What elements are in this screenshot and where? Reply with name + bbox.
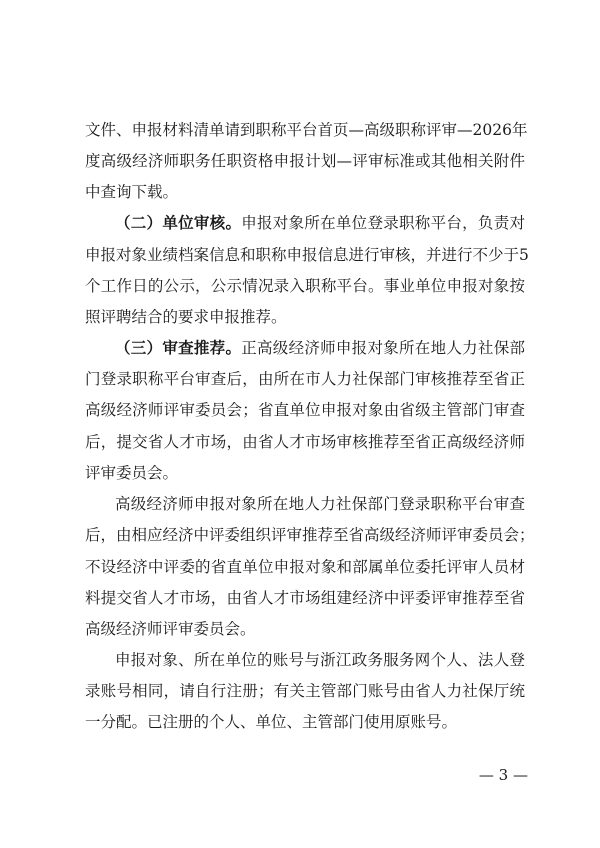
text-line: 高级经济师评审委员会。 (85, 620, 256, 638)
text-line: 后，提交省人才市场，由省人才市场审核推荐至省正高级经济师 (85, 433, 525, 451)
text-line: 一分配。已注册的个人、单位、主管部门使用原账号。 (85, 713, 458, 731)
paragraph-first-line (115, 338, 525, 360)
text-line: 高级经济师评审委员会；省直单位申报对象由省级主管部门审查 (85, 401, 525, 419)
text-span: 正高级经济师申报对象所在地人力社保部 (241, 339, 525, 357)
text-line: 文件、申报材料清单请到职称平台首页—高级职称评审—2026年 (85, 121, 528, 139)
section-heading: （三）审查推荐。 (115, 338, 242, 357)
text-line: 中查询下载。 (85, 183, 179, 201)
text-line: 不设经济中评委的省直单位申报对象和部属单位委托评审人员材 (85, 558, 525, 576)
text-span: 申报对象所在单位登录职称平台，负责对 (241, 214, 525, 232)
paragraph-first-line: 高级经济师申报对象所在地人力社保部门登录职称平台审查 (115, 495, 525, 513)
section-heading: （二）单位审核。 (115, 213, 242, 232)
text-line: 评审委员会。 (85, 464, 179, 482)
text-line: 料提交省人才市场，由省人才市场组建经济中评委评审推荐至省 (85, 589, 525, 607)
text-line: 度高级经济师职务任职资格申报计划—评审标准或其他相关附件 (85, 152, 525, 170)
text-line: 个工作日的公示，公示情况录入职称平台。事业单位申报对象按 (85, 277, 525, 295)
paragraph-first-line: 申报对象、所在单位的账号与浙江政务服务网个人、法人登 (115, 651, 525, 669)
text-line: 录账号相同，请自行注册；有关主管部门账号由省人力社保厅统 (85, 682, 525, 700)
text-line: 门登录职称平台审查后，由所在市人力社保部门审核推荐至省正 (85, 370, 525, 388)
text-line: 申报对象业绩档案信息和职称申报信息进行审核，并进行不少于5 (85, 246, 529, 264)
text-line: 照评聘结合的要求申报推荐。 (85, 308, 287, 326)
text-line: 后，由相应经济中评委组织评审推荐至省高级经济师评审委员会； (85, 526, 535, 544)
paragraph-first-line (115, 213, 525, 235)
page-number: — 3 — (478, 766, 528, 784)
